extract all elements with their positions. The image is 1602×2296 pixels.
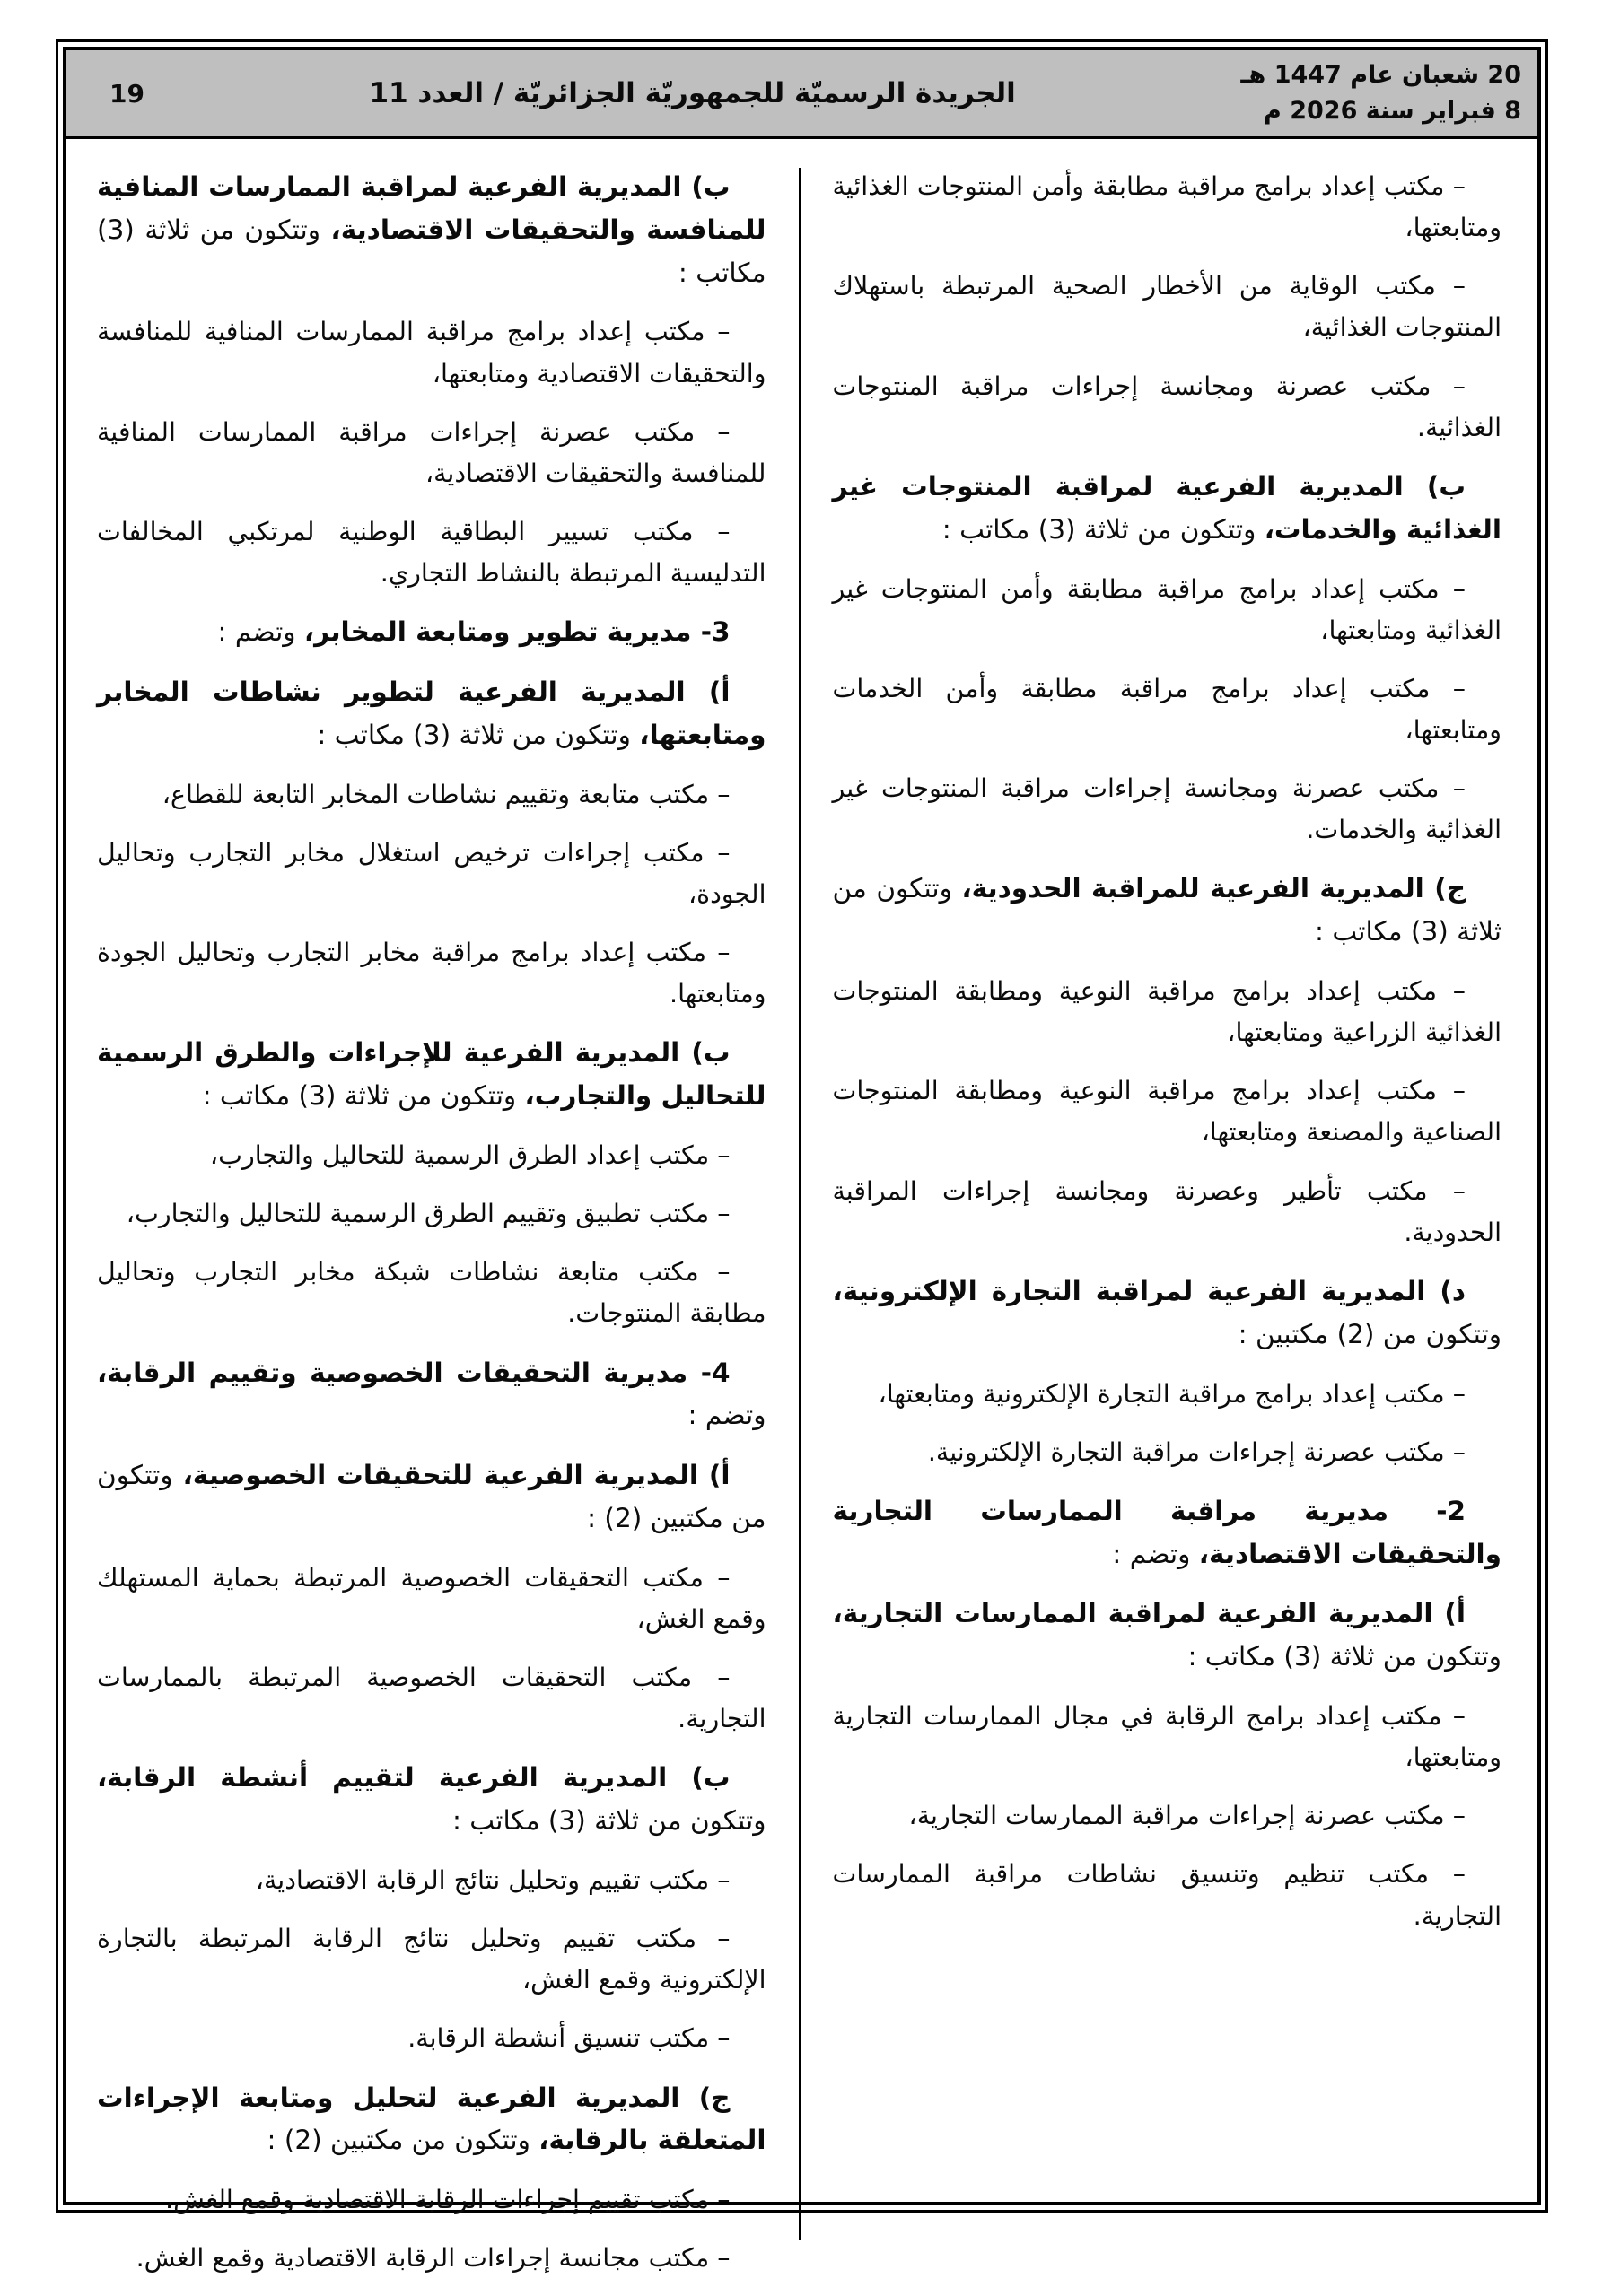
- paragraph-text: – مكتب تنسيق أنشطة الرقابة.: [407, 2023, 731, 2054]
- bullet-paragraph: [97, 833, 766, 915]
- bullet-paragraph: [97, 1252, 766, 1334]
- paragraph-text: – مكتب متابعة نشاطات شبكة مخابر التجارب وتحاليل مطابقة المنتوجات.: [97, 1257, 766, 1329]
- heading-paragraph: [833, 1593, 1502, 1679]
- paragraph-text: – مكتب عصرنة إجراءات مراقبة الممارسات التجارية،: [908, 1801, 1466, 1831]
- heading-bold-text: 2- مديرية مراقبة الممارسات التجارية والتحقيقات الاقتصادية،: [832, 1495, 1501, 1569]
- paragraph-text: وتتكون من ثلاثة (3) مكاتب :: [97, 214, 766, 288]
- paragraph-text: – مكتب إعداد برامج مراقبة مطابقة وأمن المنتوجات غير الغذائية ومتابعتها،: [832, 573, 1501, 645]
- page-number: 19: [109, 78, 144, 109]
- paragraph-text: – مكتب تقييم وتحليل نتائج الرقابة الاقتصادية،: [255, 1864, 731, 1895]
- bullet-paragraph: [833, 1070, 1502, 1153]
- paragraph-text: – مكتب متابعة وتقييم نشاطات المخابر التابعة للقطاع،: [162, 779, 731, 809]
- bullet-paragraph: [97, 1135, 766, 1176]
- paragraph-text: – مكتب عصرنة ومجانسة إجراءات مراقبة المنتوجات الغذائية.: [832, 371, 1501, 442]
- paragraph-text: وتتكون من ثلاثة (3) مكاتب :: [451, 1805, 766, 1837]
- heading-paragraph: [97, 1032, 766, 1118]
- page-outer-frame: [56, 39, 1548, 2274]
- paragraph-text: – مكتب تقييم إجراءات الرقابة الاقتصادية وقمع الغش،: [164, 2185, 731, 2215]
- heading-bold-text: ج) المديرية الفرعية لتحليل ومتابعة الإجراءات المتعلقة بالرقابة،: [97, 2082, 766, 2156]
- paragraph-text: وتتكون من ثلاثة (3) مكاتب :: [832, 873, 1501, 947]
- paragraph-text: – مكتب إعداد برامج مراقبة النوعية ومطابقة المنتوجات الصناعية والمصنعة ومتابعتها،: [832, 1076, 1501, 1148]
- bullet-paragraph: [833, 1795, 1502, 1837]
- bullet-paragraph: [833, 366, 1502, 449]
- paragraph-text: – مكتب إجراءات ترخيص استغلال مخابر التجارب وتحاليل الجودة،: [97, 837, 766, 909]
- paragraph-text: – مكتب تقييم وتحليل نتائج الرقابة المرتبطة بالتجارة الإلكترونية وقمع الغش،: [97, 1924, 766, 1995]
- paragraph-text: وتتكون من ثلاثة (3) مكاتب :: [317, 719, 640, 750]
- heading-paragraph: [97, 611, 766, 654]
- paragraph-text: – مكتب التحقيقات الخصوصية المرتبطة بالممارسات التجارية.: [97, 1663, 766, 1734]
- paragraph-text: – مكتب إعداد برامج مراقبة النوعية ومطابقة المنتوجات الغذائية الزراعية ومتابعتها،: [832, 976, 1501, 1048]
- bullet-paragraph: [97, 1860, 766, 1901]
- paragraph-text: – مكتب التحقيقات الخصوصية المرتبطة بحماية المستهلك وقمع الغش،: [97, 1562, 766, 1634]
- bullet-paragraph: [833, 569, 1502, 651]
- bullet-paragraph: [833, 266, 1502, 348]
- heading-paragraph: [833, 1490, 1502, 1576]
- paragraph-text: – مكتب إعداد برامج الرقابة في مجال الممارسات التجارية ومتابعتها،: [832, 1700, 1501, 1773]
- bullet-paragraph: [97, 2238, 766, 2279]
- heading-bold-text: 4- مديرية التحقيقات الخصوصية وتقييم الرقابة،: [97, 1357, 731, 1388]
- heading-paragraph: [97, 166, 766, 294]
- heading-paragraph: [97, 1757, 766, 1843]
- paragraph-text: – مكتب تطبيق وتقييم الطرق الرسمية للتحاليل والتجارب،: [126, 1199, 731, 1229]
- bullet-paragraph: [97, 412, 766, 494]
- hijri-date: 20 شعبان عام 1447 هـ: [1240, 60, 1521, 89]
- bullet-paragraph: [833, 166, 1502, 249]
- bullet-paragraph: [97, 774, 766, 816]
- heading-bold-text: أ) المديرية الفرعية لمراقبة الممارسات التجارية،: [832, 1598, 1466, 1629]
- bullet-paragraph: [833, 1432, 1502, 1473]
- bullet-paragraph: [97, 1657, 766, 1740]
- paragraph-text: وتضم :: [217, 616, 304, 648]
- heading-bold-text: ب) المديرية الفرعية لمراقبة المنتوجات غير الغذائية والخدمات،: [832, 470, 1501, 545]
- page-header: [66, 50, 1537, 139]
- heading-bold-text: 3- مديرية تطوير ومتابعة المخابر،: [303, 616, 731, 648]
- bullet-paragraph: [97, 311, 766, 394]
- journal-title: الجريدة الرسميّة للجمهوريّة الجزائريّة / العدد 11: [369, 77, 1016, 109]
- paragraph-text: – مكتب عصرنة إجراءات مراقبة التجارة الإلكترونية.: [927, 1436, 1466, 1467]
- paragraph-text: وتتكون من مكتبين (2) :: [267, 2125, 539, 2156]
- bullet-paragraph: [833, 1854, 1502, 1936]
- paragraph-text: – مكتب إعداد برامج مراقبة مخابر التجارب وتحاليل الجودة ومتابعتها.: [97, 938, 766, 1009]
- heading-bold-text: د) المديرية الفرعية لمراقبة التجارة الإلكترونية،: [832, 1275, 1466, 1306]
- paragraph-text: وتتكون من ثلاثة (3) مكاتب :: [941, 513, 1265, 545]
- paragraph-text: – مكتب إعداد برامج مراقبة مطابقة وأمن المنتوجات الغذائية ومتابعتها،: [832, 171, 1501, 243]
- two-column-body: [66, 139, 1537, 2296]
- paragraph-text: وتتكون من ثلاثة (3) مكاتب :: [1187, 1641, 1501, 1672]
- paragraph-text: وتضم :: [1112, 1538, 1199, 1569]
- bullet-paragraph: [97, 1193, 766, 1235]
- heading-paragraph: [97, 671, 766, 757]
- bullet-paragraph: [97, 1918, 766, 2001]
- gregorian-date: 8 فبراير سنة 2026 م: [1264, 97, 1521, 125]
- paragraph-text: وتتكون من ثلاثة (3) مكاتب :: [202, 1080, 525, 1112]
- paragraph-text: وتتكون من مكتبين (2) :: [97, 1460, 766, 1533]
- paragraph-text: – مكتب إعداد برامج مراقبة مطابقة وأمن الخدمات ومتابعتها،: [832, 673, 1501, 745]
- paragraph-text: – مكتب تأطير وعصرنة ومجانسة إجراءات المراقبة الحدودية.: [832, 1175, 1501, 1247]
- paragraph-text: – مكتب تنظيم وتنسيق نشاطات مراقبة الممارسات التجارية.: [832, 1859, 1501, 1931]
- bullet-paragraph: [833, 1696, 1502, 1778]
- header-dates: [1240, 57, 1521, 130]
- heading-paragraph: [97, 2077, 766, 2163]
- heading-bold-text: ج) المديرية الفرعية للمراقبة الحدودية،: [961, 873, 1466, 904]
- column-right: [822, 166, 1513, 2296]
- bullet-paragraph: [833, 1374, 1502, 1415]
- heading-bold-text: أ) المديرية الفرعية لتطوير نشاطات المخابر ومتابعتها،: [97, 677, 766, 750]
- bullet-paragraph: [833, 971, 1502, 1053]
- paragraph-text: – مكتب عصرنة إجراءات مراقبة الممارسات المنافية للمنافسة والتحقيقات الاقتصادية،: [97, 416, 766, 488]
- paragraph-text: وتضم :: [687, 1400, 766, 1431]
- heading-paragraph: [833, 868, 1502, 954]
- heading-bold-text: ب) المديرية الفرعية لتقييم أنشطة الرقابة،: [97, 1762, 731, 1794]
- heading-paragraph: [97, 1454, 766, 1541]
- bullet-paragraph: [833, 1171, 1502, 1253]
- heading-bold-text: أ) المديرية الفرعية للتحقيقات الخصوصية،: [182, 1460, 731, 1491]
- bullet-paragraph: [97, 932, 766, 1015]
- paragraph-text: – مكتب تسيير البطاقية الوطنية لمرتكبي المخالفات التدليسية المرتبطة بالنشاط التجاري.: [97, 516, 766, 589]
- heading-paragraph: [97, 1352, 766, 1438]
- paragraph-text: – مكتب إعداد برامج مراقبة الممارسات المنافية للمنافسة والتحقيقات الاقتصادية ومتابعتها،: [97, 317, 766, 388]
- paragraph-text: وتتكون من (2) مكتبين :: [1238, 1318, 1501, 1349]
- page-inner-frame: [63, 47, 1541, 2274]
- column-divider: [799, 168, 801, 2240]
- bullet-paragraph: [97, 2018, 766, 2059]
- paragraph-text: – مكتب الوقاية من الأخطار الصحية المرتبطة باستهلاك المنتوجات الغذائية،: [832, 271, 1501, 343]
- paragraph-text: – مكتب عصرنة ومجانسة إجراءات مراقبة المنتوجات غير الغذائية والخدمات.: [832, 773, 1501, 845]
- paragraph-text: – مكتب إعداد برامج مراقبة التجارة الإلكترونية ومتابعتها،: [878, 1378, 1466, 1409]
- column-left: [86, 166, 777, 2296]
- bullet-paragraph: [97, 1558, 766, 1640]
- bullet-paragraph: [97, 511, 766, 594]
- heading-bold-text: ب) المديرية الفرعية لمراقبة الممارسات المنافية للمنافسة والتحقيقات الاقتصادية،: [97, 171, 766, 245]
- bullet-paragraph: [833, 668, 1502, 751]
- heading-paragraph: [833, 1270, 1502, 1357]
- heading-paragraph: [833, 466, 1502, 552]
- heading-bold-text: ب) المديرية الفرعية للإجراءات والطرق الرسمية للتحاليل والتجارب،: [97, 1037, 766, 1112]
- bullet-paragraph: [833, 768, 1502, 851]
- paragraph-text: – مكتب مجانسة إجراءات الرقابة الاقتصادية وقمع الغش.: [136, 2243, 731, 2274]
- bullet-paragraph: [97, 2179, 766, 2221]
- paragraph-text: – مكتب إعداد الطرق الرسمية للتحاليل والتجارب،: [209, 1139, 731, 1170]
